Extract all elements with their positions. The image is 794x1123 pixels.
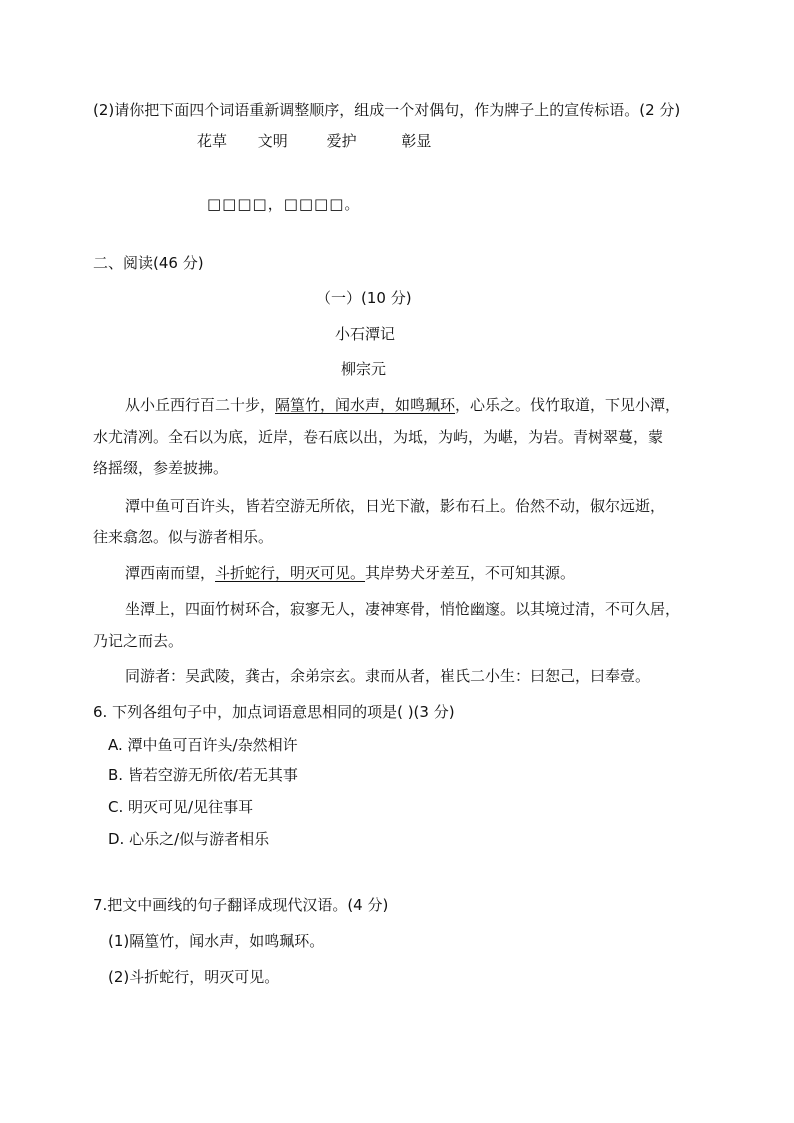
question-7-item-2: (2)斗折蛇行，明灭可见。 [108, 968, 280, 986]
text-span: ，心乐之。伐竹取道，下见小潭， [455, 396, 681, 414]
text-span: 从小丘西行百二十步， [125, 396, 276, 414]
question-6-stem: 6. 下列各组句子中，加点词语意思相同的项是( )(3 分) [93, 703, 455, 721]
paragraph-5: 同游者：吴武陵，龚古，余弟宗玄。隶而从者，崔氏二小生：曰恕己，曰奉壹。 [125, 667, 651, 685]
question-7-item-1: (1)隔篁竹，闻水声，如鸣珮环。 [108, 932, 325, 950]
option-d: D. 心乐之/似与游者相乐 [108, 830, 270, 848]
underlined-sentence: 斗折蛇行，明灭可见。 [215, 564, 366, 582]
word-bank [197, 130, 431, 152]
answer-blanks: □□□□，□□□□。 [207, 195, 361, 213]
word-item: 文明 [257, 132, 288, 150]
underlined-sentence: 隔篁竹，闻水声，如鸣珮环 [275, 396, 456, 414]
text-span: 其岸势犬牙差互，不可知其源。 [365, 564, 576, 582]
word-item: 花草 [197, 132, 228, 150]
option-a: A. 潭中鱼可百许头/杂然相许 [108, 736, 298, 754]
text-line: 乃记之而去。 [93, 632, 184, 650]
word-item: 爱护 [326, 132, 357, 150]
text-line: 坐潭上，四面竹树环合，寂寥无人，凄神寒骨，悄怆幽邃。以其境过清，不可久居， [125, 600, 681, 618]
paragraph-3 [125, 562, 575, 584]
text-line: 往来翕忽。似与游者相乐。 [93, 528, 274, 546]
article-title: 小石潭记 [335, 325, 396, 343]
question-2-prompt: (2)请你把下面四个词语重新调整顺序，组成一个对偶句，作为牌子上的宣传标语。(2 分) [93, 101, 681, 119]
text-span: 潭西南而望， [125, 564, 216, 582]
text-line: 络摇缀，参差披拂。 [93, 459, 229, 477]
word-item: 彰显 [401, 132, 432, 150]
part-title: （一）(10 分) [316, 289, 412, 307]
section-heading: 二、阅读(46 分) [93, 254, 204, 272]
article-author: 柳宗元 [341, 360, 387, 378]
text-line: 潭中鱼可百许头，皆若空游无所依，日光下澈，影布石上。佁然不动，俶尔远逝， [125, 497, 666, 515]
option-c: C. 明灭可见/见往事耳 [108, 798, 254, 816]
question-7-stem: 7.把文中画线的句子翻译成现代汉语。(4 分) [93, 896, 389, 914]
text-line: 水尤清冽。全石以为底，近岸，卷石底以出，为坻，为屿，为嵁，为岩。青树翠蔓，蒙 [93, 428, 664, 446]
option-b: B. 皆若空游无所依/若无其事 [108, 766, 298, 784]
